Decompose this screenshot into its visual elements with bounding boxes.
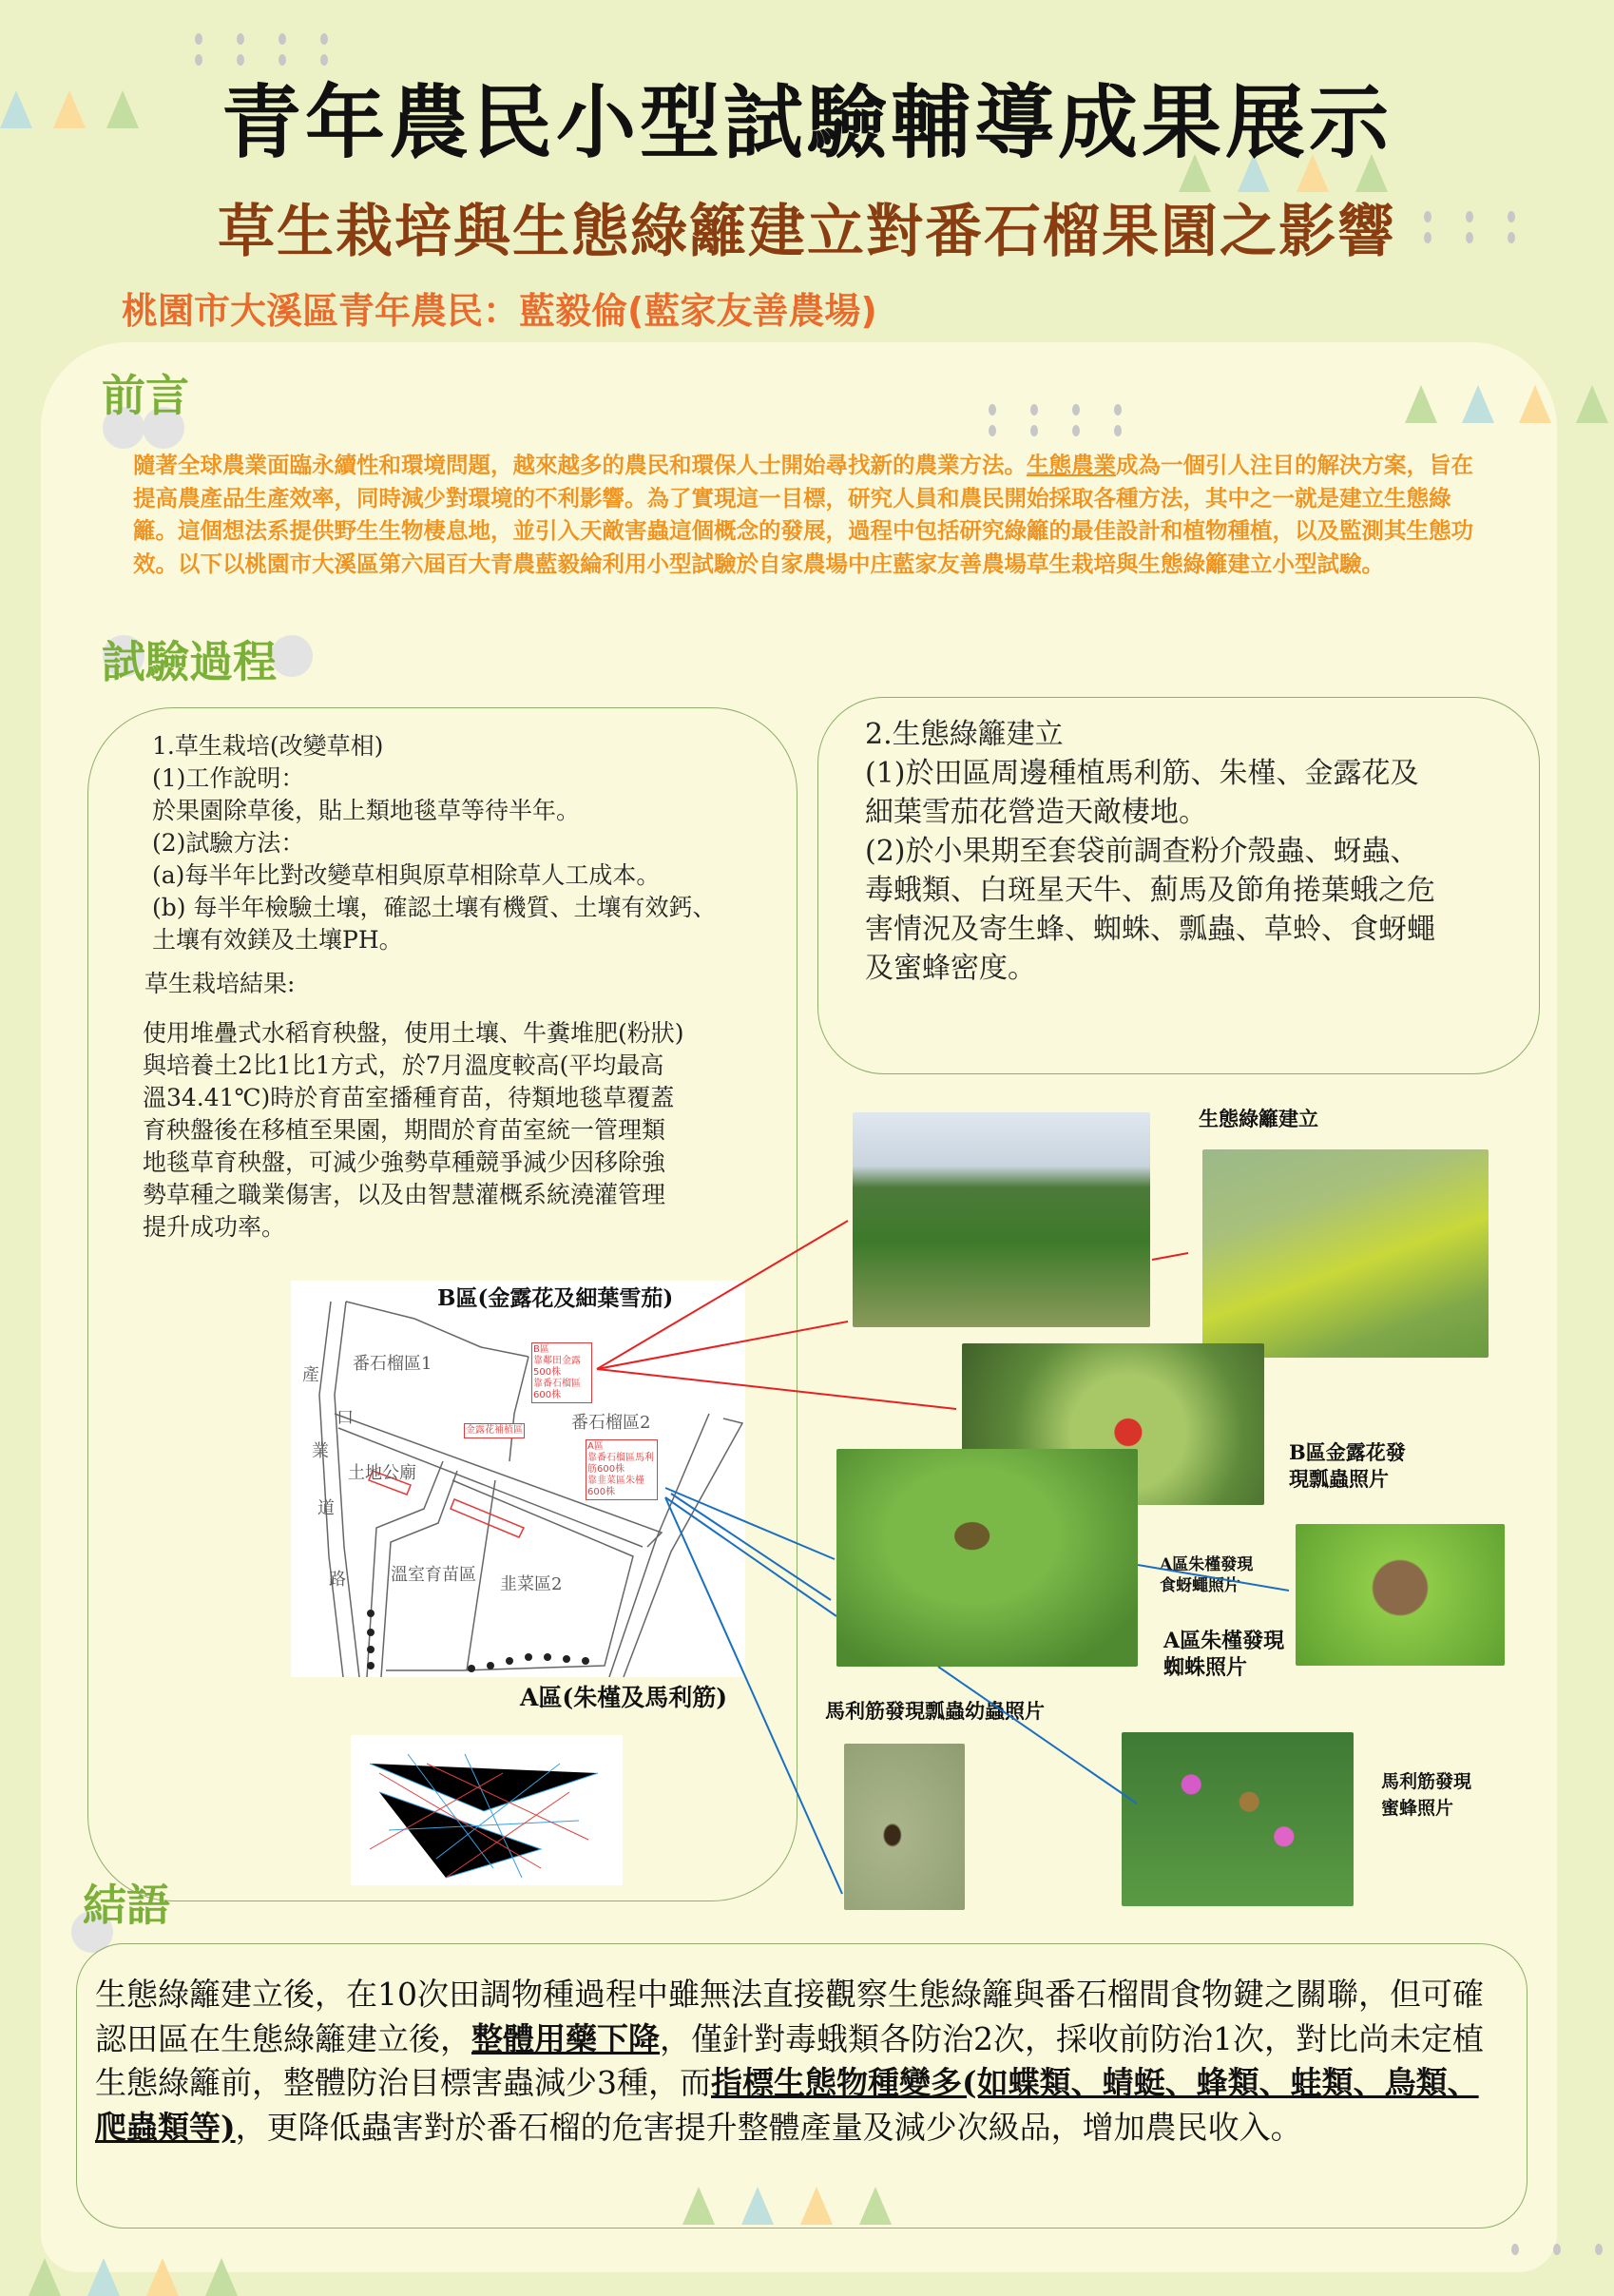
box-line: A區 <box>587 1441 604 1452</box>
conclusion-part: ，更降低蟲害對於番石榴的危害提升整體產量及減少次級品，增加農民收入。 <box>235 2108 1302 2146</box>
map-area-label: 土地公廟 <box>348 1463 416 1483</box>
box-line: 靠鄰田金露 <box>533 1356 581 1366</box>
larva-caption: 馬利筋發現瓢蟲幼蟲照片 <box>825 1699 1045 1723</box>
map-road-label: 路 <box>329 1570 346 1590</box>
hoverfly-caption <box>1160 1554 1253 1596</box>
box-line: 600株 <box>587 1487 616 1497</box>
map-road-label: 產 <box>302 1365 319 1385</box>
food-web-diagram <box>351 1735 623 1885</box>
box-line: 靠番石榴區 <box>533 1379 581 1389</box>
section-title: 2.生態綠籬建立 <box>865 718 1064 751</box>
b-zone-planting-box <box>531 1342 592 1403</box>
map-area-label: 番石榴區1 <box>353 1354 432 1374</box>
food-web-lines <box>351 1735 623 1885</box>
result-heading: 草生栽培結果: <box>144 970 296 997</box>
a-zone-planting-box <box>586 1439 658 1500</box>
dots-decoration <box>989 404 1127 436</box>
grass-cultivation-text <box>143 730 737 1244</box>
caption-line: 蜜蜂照片 <box>1381 1798 1454 1819</box>
hedge-caption: 生態綠籬建立 <box>1199 1107 1318 1130</box>
text-line: (a)每半年比對改變草相與原草相除草人工成本。 <box>152 861 661 889</box>
intro-text <box>133 449 1492 580</box>
map-road-label: 道 <box>317 1498 335 1518</box>
text-line: (2)於小果期至套袋前調查粉介殼蟲、蚜蟲、毒蛾類、白斑星天牛、薊馬及節角捲葉蛾之危害情況及寄生蜂、蜘蛛、瓢蟲、草蛉、食蚜蠅及蜜蜂密度。 <box>865 835 1435 985</box>
conclusion-heading: 結語 <box>83 1880 170 1931</box>
map-area-label: 番石榴區2 <box>571 1413 651 1433</box>
intro-text-b: 成為一個引人注目的解決方案，旨在提高農產品生產效率，同時減少對環境的不利影響。為了實現這一目標，研究人員和農民開始採取各種方法，其中之一就是建立生態綠籬。這個想法系提供野生生物棲息地，並引入天敵害蟲這個概念的發展，過程中包括研究綠籬的最佳設計和植物種植，以及監測其生態功效。以下以桃園市大溪區第六屆百大青農藍毅綸利用小型試驗於自家農場中庄藍家友善農場草生栽培與生態綠籬建立小型試驗。 <box>133 452 1473 577</box>
ladybug-larva-photo <box>844 1744 965 1910</box>
triangles-decoration <box>1405 385 1608 423</box>
triangles-decoration <box>682 2187 892 2225</box>
supplement-planting-box: 金露花補植區 <box>464 1423 525 1438</box>
text-line: 於果園除草後，貼上類地毯草等待半年。 <box>152 797 581 824</box>
author-line: 桃園市大溪區青年農民：藍毅倫(藍家友善農場) <box>122 290 877 332</box>
map-area-label: 韭菜區2 <box>500 1574 563 1594</box>
golden-dewdrop-hedge-photo <box>1202 1149 1489 1358</box>
caption-line: 馬利筋發現 <box>1381 1771 1472 1792</box>
b-zone-label: B區(金露花及細葉雪茄) <box>437 1285 674 1311</box>
caption-line: 食蚜蠅照片 <box>1160 1576 1240 1595</box>
field-map <box>291 1281 745 1677</box>
intro-underlined-term: 生態農業 <box>1027 452 1116 478</box>
spider-caption <box>1163 1628 1284 1681</box>
result-text: 使用堆疊式水稻育秧盤，使用土壤、牛糞堆肥(粉狀)與培養土2比1比1方式，於7月溫度較高(平均最高溫34.41℃)時於育苗室播種育苗，待類地毯草覆蓋育秧盤後在移植至果園，期間於育苗室統一管理類地毯草育秧盤，可減少強勢草種競爭減少因移除強勢草種之職業傷害，以及由智慧灌概系統澆灌管理提升成功率。 <box>143 1019 684 1241</box>
box-line: 筋600株 <box>587 1464 625 1475</box>
text-line: (1)工作說明： <box>152 764 305 792</box>
conclusion-part: ，僅針對毒蛾類各防治2次，採收前防治1次，對比尚未定植生態綠籬前，整體防治目標害蟲減少3種，而 <box>95 2019 1484 2101</box>
section-title: 1.草生栽培(改變草相) <box>152 732 384 760</box>
box-line: 500株 <box>533 1367 562 1378</box>
caption-line: A區朱槿發現 <box>1160 1555 1254 1574</box>
hibiscus-hedge-photo <box>853 1112 1150 1327</box>
caption-line: B區金露花發 <box>1289 1440 1406 1464</box>
box-line: 600株 <box>533 1390 562 1400</box>
map-area-label: 溫室育苗區 <box>391 1565 476 1585</box>
box-line: 靠番石榴區馬利 <box>587 1453 654 1463</box>
conclusion-part: 生態綠籬建立後，在10次田調物種過程中雖無法直接觀察生態綠籬與番石榴間食物鍵之關聯，但可確認田區在生態綠籬建立後， <box>95 1976 1484 2057</box>
intro-text-a: 隨著全球農業面臨永續性和環境問題，越來越多的農民和環保人士開始尋找新的農業方法。 <box>133 452 1027 478</box>
conclusion-emphasis: 整體用藥下降 <box>471 2019 660 2057</box>
caption-line: 蜘蛛照片 <box>1163 1655 1248 1680</box>
poster-title: 青年農民小型試驗輔導成果展示 <box>221 76 1393 169</box>
jumping-spider-photo <box>1296 1524 1505 1666</box>
triangles-decoration <box>29 2258 238 2296</box>
text-line: (2)試驗方法： <box>152 829 305 857</box>
caption-line: A區朱槿發現 <box>1163 1629 1285 1653</box>
bee-caption <box>1381 1768 1471 1822</box>
dots-decoration <box>1511 2244 1614 2255</box>
caption-line: 現瓢蟲照片 <box>1289 1467 1389 1491</box>
map-road-label: 業 <box>312 1441 329 1461</box>
process-heading: 試驗過程 <box>102 636 277 687</box>
hoverfly-photo <box>836 1449 1138 1667</box>
box-line: B區 <box>533 1344 549 1355</box>
conclusion-text <box>95 1973 1502 2150</box>
conclusion-emphasis: 指標生態物種變多(如蝶類、蜻蜓、蜂類、蛙類、鳥類、爬蟲類等) <box>95 2064 1479 2146</box>
bee-on-flowers-photo <box>1122 1732 1354 1906</box>
intro-heading: 前言 <box>102 370 189 421</box>
eco-hedge-text <box>865 715 1445 988</box>
poster-subtitle: 草生栽培與生態綠籬建立對番石榴果園之影響 <box>218 199 1396 265</box>
text-line: (1)於田區周邊種植馬利筋、朱槿、金露花及細葉雪茄花營造天敵棲地。 <box>865 757 1419 829</box>
text-line: (b) 每半年檢驗土壤，確認土壤有機質、土壤有效鈣、土壤有效鎂及土壤PH。 <box>152 894 717 954</box>
a-zone-label: A區(朱槿及馬利筋) <box>520 1684 728 1711</box>
ladybug-caption <box>1289 1439 1406 1493</box>
box-line: 靠韭菜區朱槿 <box>587 1476 644 1486</box>
bubble-decoration <box>271 635 313 677</box>
map-road-label: 口 <box>336 1408 354 1428</box>
